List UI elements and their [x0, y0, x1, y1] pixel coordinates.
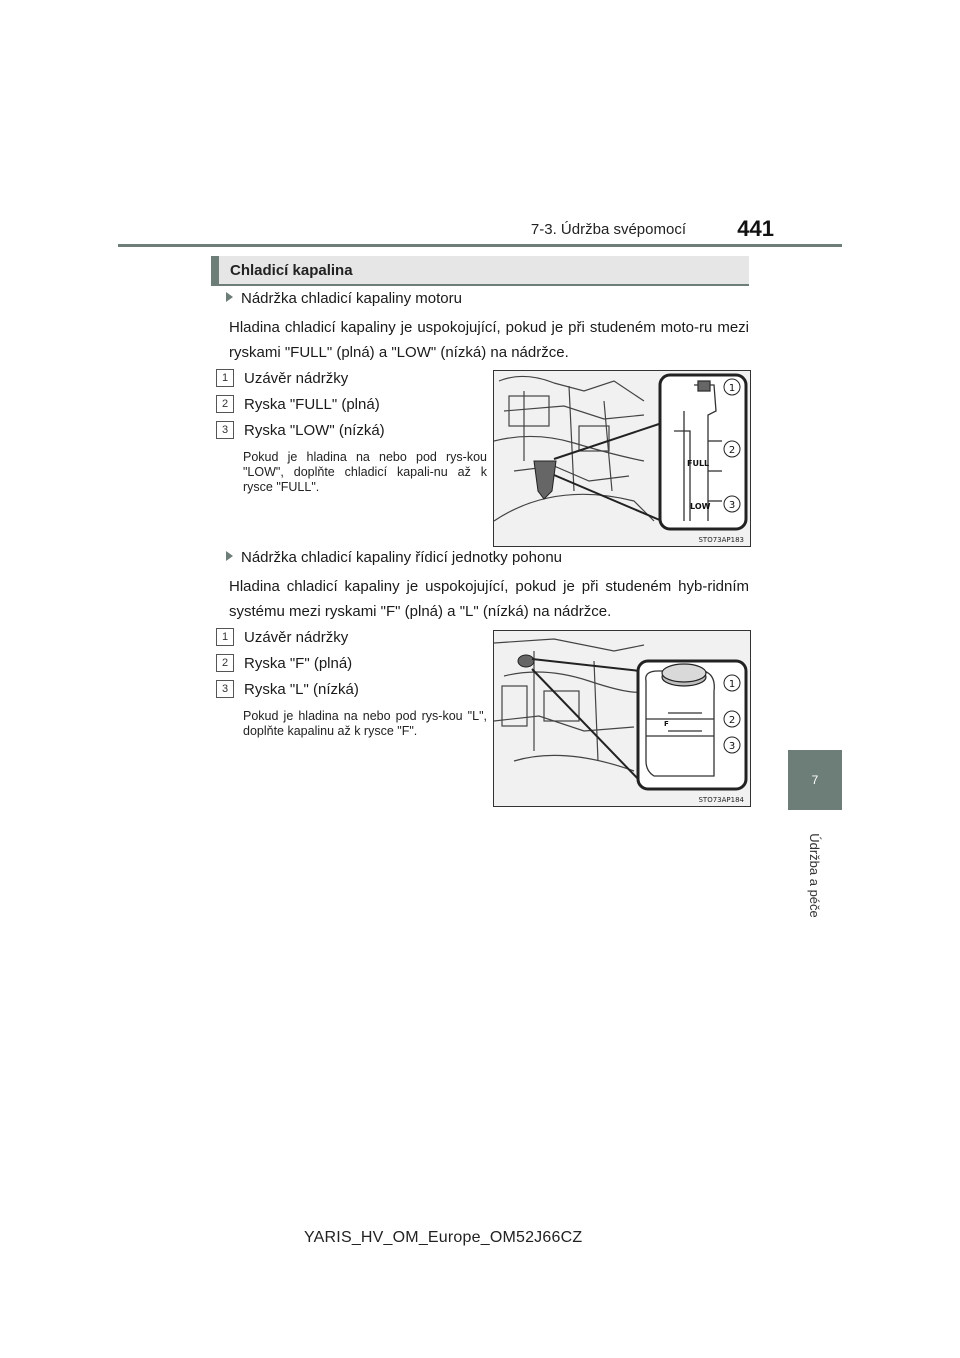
page-number: 441 — [737, 216, 774, 241]
number-badge: 3 — [216, 421, 234, 439]
list-item — [216, 654, 352, 672]
list-item-label: Ryska "LOW" (nízká) — [244, 421, 385, 439]
subheading-engine-reservoir — [226, 290, 462, 307]
subheading-text: Nádržka chladicí kapaliny řídicí jednotky pohonu — [241, 549, 563, 566]
list-item-label: Uzávěr nádržky — [244, 369, 349, 387]
engine-bay-illustration — [494, 631, 750, 806]
section-title-bar — [211, 256, 749, 286]
header-rule — [118, 244, 842, 247]
callout-number: 1 — [728, 679, 736, 690]
list-item — [216, 369, 348, 387]
note-engine: Pokud je hladina na nebo pod rys-kou "LOW", doplňte chladicí kapali-nu až k rysce "FULL". — [243, 450, 487, 494]
document-code: YARIS_HV_OM_Europe_OM52J66CZ — [304, 1229, 583, 1246]
figure-code: STO73AP183 — [698, 536, 744, 544]
list-item — [216, 395, 380, 413]
list-item-label: Ryska "F" (plná) — [244, 654, 353, 672]
callout-number: 1 — [728, 383, 736, 394]
list-item-label: Ryska "L" (nízká) — [244, 680, 359, 698]
triangle-bullet-icon — [226, 292, 233, 302]
paragraph-pcu-level: Hladina chladicí kapaliny je uspokojující, pokud je při studeném hyb-ridním systému mezi ryskami "F" (plná) a "L" (nízká) na nádržce. — [229, 578, 749, 620]
callout-number: 3 — [728, 500, 736, 511]
callout-number: 2 — [728, 715, 736, 726]
list-item — [216, 421, 385, 439]
figure-code: STO73AP184 — [698, 796, 744, 804]
chapter-title: Údržba a péče — [806, 832, 822, 918]
list-item — [216, 628, 348, 646]
triangle-bullet-icon — [226, 551, 233, 561]
number-badge: 3 — [216, 680, 234, 698]
subheading-text: Nádržka chladicí kapaliny motoru — [241, 290, 462, 307]
figure-pcu-coolant-reservoir — [493, 630, 751, 807]
section-label: 7-3. Údržba svépomocí — [530, 221, 686, 238]
number-badge: 2 — [216, 654, 234, 672]
chapter-title-vertical — [774, 830, 854, 920]
list-item-label: Uzávěr nádržky — [244, 628, 349, 646]
section-title: Chladicí kapalina — [230, 261, 353, 279]
callout-number: 2 — [728, 445, 736, 456]
low-mark-label: LOW — [690, 502, 711, 511]
chapter-number: 7 — [811, 773, 819, 787]
number-badge: 1 — [216, 369, 234, 387]
engine-bay-illustration — [494, 371, 750, 546]
note-pcu: Pokud je hladina na nebo pod rys-kou "L", doplňte kapalinu až k rysce "F". — [243, 709, 487, 738]
number-badge: 2 — [216, 395, 234, 413]
paragraph-engine-level: Hladina chladicí kapaliny je uspokojující, pokud je při studeném moto-ru mezi ryskami "FULL" (plná) a "LOW" (nízká) na nádržce. — [229, 319, 749, 361]
number-badge: 1 — [216, 628, 234, 646]
figure-engine-coolant-reservoir — [493, 370, 751, 547]
subheading-pcu-reservoir — [226, 549, 562, 566]
section-accent — [211, 256, 219, 284]
callout-number: 3 — [728, 741, 736, 752]
list-item-label: Ryska "FULL" (plná) — [244, 395, 380, 413]
chapter-tab — [788, 750, 842, 810]
f-mark-label: F — [664, 720, 669, 728]
list-item — [216, 680, 359, 698]
full-mark-label: FULL — [687, 459, 710, 468]
